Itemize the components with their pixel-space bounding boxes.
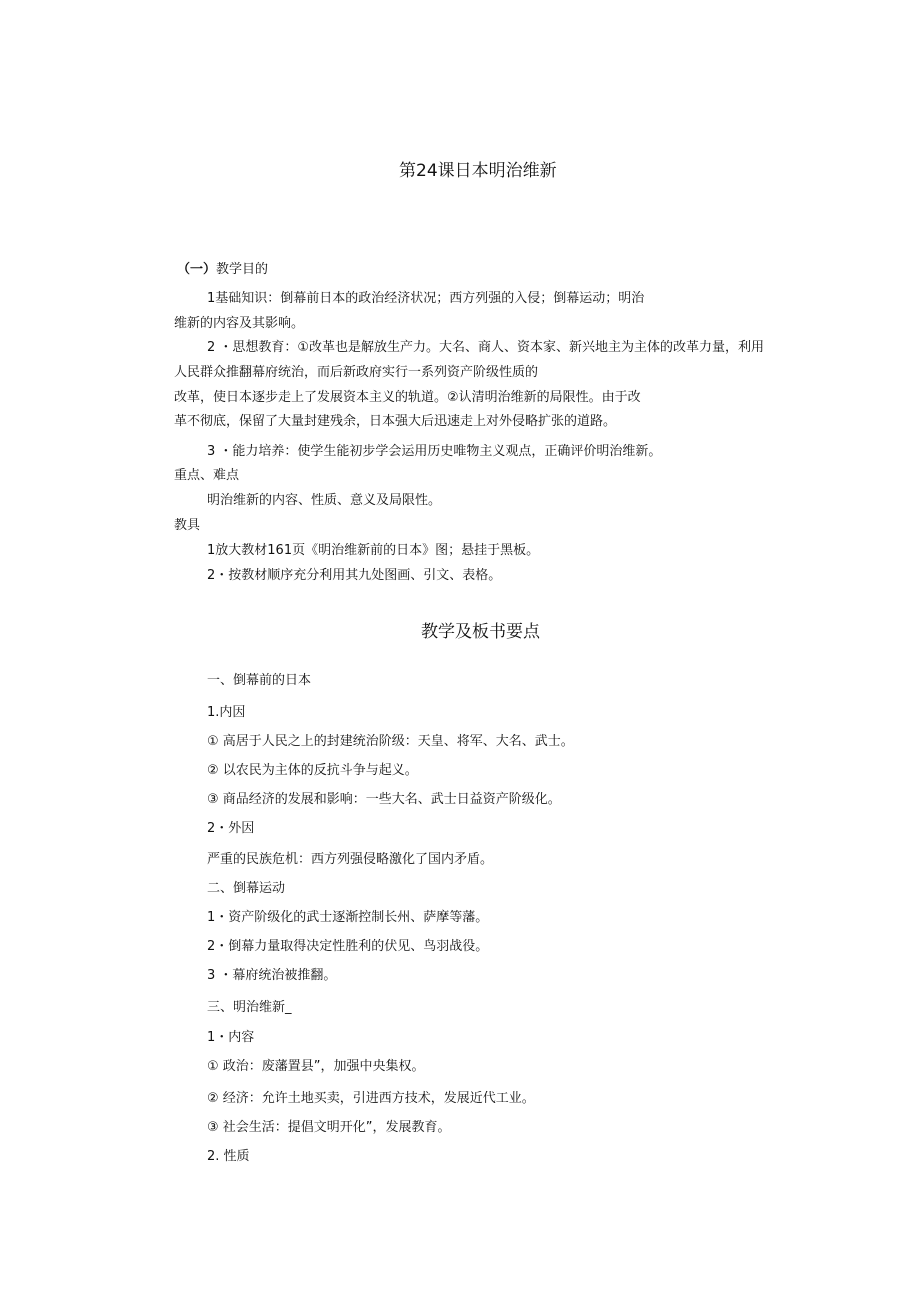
- section2-item-2: 2・倒幕力量取得决定性胜利的伏见、鸟羽战役。: [207, 939, 489, 954]
- objective-basic-line2: 维新的内容及其影响。: [174, 316, 305, 331]
- objectives-heading: [177, 262, 268, 278]
- objective-basic-line1: 1基础知识：倒幕前日本的政治经济状况；西方列强的入侵；倒幕运动；明治: [207, 291, 645, 306]
- section3-content-heading: 1・内容: [207, 1030, 255, 1045]
- objective-ability: 3 ・能力培养：使学生能初步学会运用历史唯物主义观点，正确评价明治维新。: [207, 444, 662, 459]
- section3-nature-heading: 2. 性质: [207, 1149, 250, 1164]
- objective-ideology-line2: 人民群众推翻幕府统治，而后新政府实行一系列资产阶级性质的: [174, 365, 539, 380]
- section1-internal-heading: 1.内因: [207, 705, 246, 720]
- objective-ideology-line1: 2 ・思想教育：①改革也是解放生产力。大名、商人、资本家、新兴地主为主体的改革力量，利用: [207, 340, 765, 355]
- teaching-aid-item-1: 1放大教材161页《明治维新前的日本》图；悬挂于黑板。: [207, 543, 540, 558]
- objectives-heading-text: 教学目的: [216, 262, 269, 277]
- section1-external-text: 严重的民族危机：西方列强侵略激化了国内矛盾。: [207, 852, 494, 867]
- section2-heading: 二、倒幕运动: [207, 881, 286, 896]
- section1-heading: 一、倒幕前的日本: [207, 673, 312, 688]
- objective-ideology-line3: 改革，使日本逐步走上了发展资本主义的轨道。②认清明治维新的局限性。由于改: [174, 390, 641, 405]
- section3-heading: 三、明治维新_: [207, 1000, 292, 1015]
- board-title: 教学及板书要点: [421, 622, 540, 642]
- objective-ideology-line4: 革不彻底，保留了大量封建残余，日本强大后迅速走上对外侵略扩张的道路。: [174, 414, 617, 429]
- page-title: 第24课日本明治维新: [399, 161, 557, 181]
- section3-point-2: ② 经济：允许土地买卖，引进西方技术，发展近代工业。: [207, 1091, 535, 1106]
- section3-point-1: ① 政治：废藩置县”，加强中央集权。: [207, 1059, 425, 1074]
- section1-external-heading: 2・外因: [207, 821, 255, 836]
- objectives-heading-paren: （一）: [177, 262, 217, 277]
- section1-point-3: ③ 商品经济的发展和影响：一些大名、武士日益资产阶级化。: [207, 792, 561, 807]
- teaching-aid-item-2: 2・按教材顺序充分利用其九处图画、引文、表格。: [207, 568, 502, 583]
- section2-item-3: 3 ・幕府统治被推翻。: [207, 968, 337, 983]
- teaching-aids-heading: 教具: [174, 518, 201, 533]
- key-points-heading: 重点、难点: [174, 468, 240, 483]
- section1-point-2: ② 以农民为主体的反抗斗争与起义。: [207, 763, 418, 778]
- key-points-text: 明治维新的内容、性质、意义及局限性。: [207, 493, 442, 508]
- section3-point-3: ③ 社会生活：提倡文明开化”，发展教育。: [207, 1120, 451, 1135]
- section1-point-1: ① 高居于人民之上的封建统治阶级：天皇、将军、大名、武士。: [207, 734, 574, 749]
- section2-item-1: 1・资产阶级化的武士逐渐控制长州、萨摩等藩。: [207, 910, 489, 925]
